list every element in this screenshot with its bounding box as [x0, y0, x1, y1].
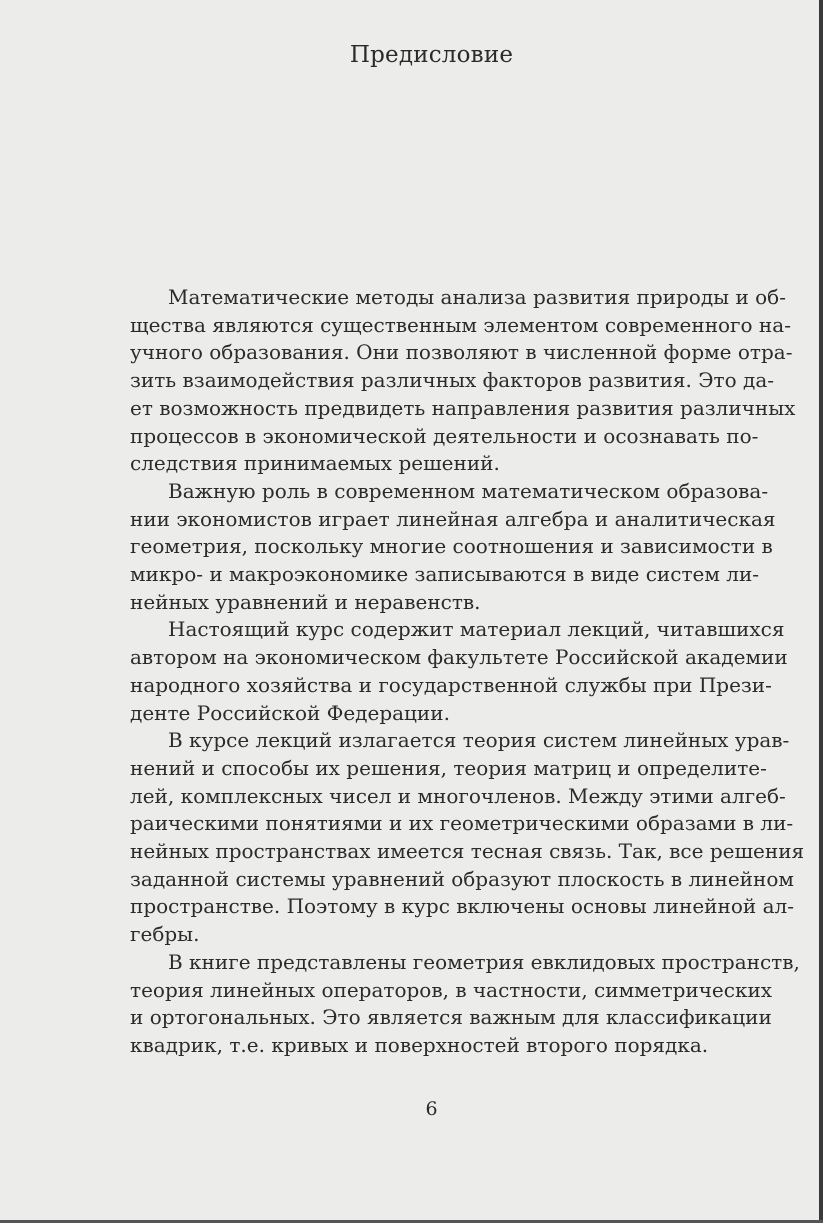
text-line: заданной системы уравнений образуют плоскость в линейном — [130, 866, 794, 891]
paragraph — [130, 949, 800, 1060]
text-line: народного хозяйства и государственной службы при Прези- — [130, 672, 772, 697]
text-line: нений и способы их решения, теория матриц и определите- — [130, 755, 767, 780]
text-line: В книге представлены геометрия евклидовых пространств, — [168, 949, 800, 974]
text-line: Важную роль в современном математическом образова- — [168, 478, 769, 503]
text-line: лей, комплексных чисел и многочленов. Между этими алгеб- — [130, 783, 786, 808]
text-line: следствия принимаемых решений. — [130, 451, 500, 476]
text-line: и ортогональных. Это является важным для классификации — [130, 1005, 772, 1030]
text-line: зить взаимодействия различных факторов развития. Это да- — [130, 368, 775, 393]
page-title: Предисловие — [349, 42, 514, 68]
text-line: нейных уравнений и неравенств. — [130, 589, 481, 614]
text-line: денте Российской Федерации. — [130, 700, 450, 725]
text-line: пространстве. Поэтому в курс включены основы линейной ал- — [130, 894, 794, 919]
text-line: процессов в экономической деятельности и осознавать по- — [130, 423, 759, 448]
text-line: Настоящий курс содержит материал лекций, читавшихся — [168, 617, 785, 642]
text-line: теория линейных операторов, в частности, симметрических — [130, 977, 773, 1002]
paragraph — [130, 478, 776, 617]
paragraph — [130, 727, 805, 949]
paragraph — [130, 616, 788, 727]
text-line: В курсе лекций излагается теория систем линейных урав- — [168, 728, 790, 753]
paragraph — [130, 284, 796, 478]
text-line: нейных пространствах имеется тесная связь. Так, все решения — [130, 839, 805, 864]
text-line: щества являются существенным элементом современного на- — [130, 312, 791, 337]
text-line: ет возможность предвидеть направления развития различных — [130, 395, 796, 420]
text-line: учного образования. Они позволяют в численной форме отра- — [130, 340, 793, 365]
text-line: гебры. — [130, 922, 200, 947]
text-line: автором на экономическом факультете Российской академии — [130, 645, 788, 670]
text-line: раическими понятиями и их геометрическими образами в ли- — [130, 811, 794, 836]
preface-body — [130, 284, 805, 1060]
page-number: 6 — [425, 1098, 438, 1120]
text-line: микро- и макроэкономике записываются в виде систем ли- — [130, 562, 760, 587]
text-line: квадрик, т.е. кривых и поверхностей второго порядка. — [130, 1032, 709, 1057]
text-line: Математические методы анализа развития природы и об- — [168, 285, 786, 309]
text-line: нии экономистов играет линейная алгебра и аналитическая — [130, 506, 776, 531]
scan-edge-right — [819, 0, 823, 1223]
text-line: геометрия, поскольку многие соотношения и зависимости в — [130, 534, 773, 559]
